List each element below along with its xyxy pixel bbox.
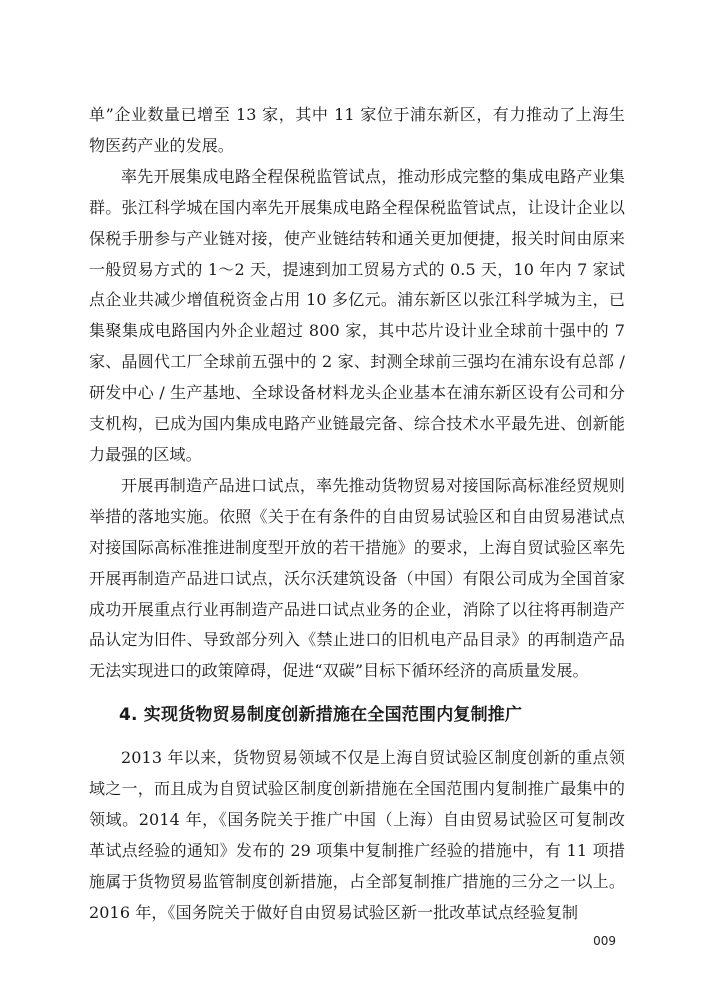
paragraph-continuation: 单”企业数量已增至 13 家，其中 11 家位于浦东新区，有力推动了上海生物医药产业的发展。	[89, 105, 625, 155]
page-number: 009	[593, 934, 616, 948]
document-page	[89, 100, 625, 929]
paragraph-integrated-circuit: 率先开展集成电路全程保税监管试点，推动形成完整的集成电路产业集群。张江科学城在国内率先开展集成电路全程保税监管试点，让设计企业以保税手册参与产业链对接，使产业链结转和通关更加便捷，报关时间由原来一般贸易方式的 1～2 天，提速到加工贸易方式的 0.5 天，10 年内 7 家试点企业共减少增值税资金占用 10 多亿元。浦东新区以张江科学城为主，已集聚集成电路国内外企业超过 800 家，其中芯片设计业全球前十强中的 7 家、晶圆代工厂全球前五强中的 2 家、封测全球前三强均在浦东设有总部 / 研发中心 / 生产基地、全球设备材料龙头企业基本在浦东新区设有公司和分支机构，已成为国内集成电路产业链最完备、综合技术水平最先进、创新能力最强的区域。	[89, 166, 625, 464]
section-heading: 4. 实现货物贸易制度创新措施在全国范围内复制推广	[119, 705, 523, 726]
paragraph-remanufacturing: 开展再制造产品进口试点，率先推动货物贸易对接国际高标准经贸规则举措的落地实施。依照《关于在有条件的自由贸易试验区和自由贸易港试点对接国际高标准推进制度型开放的若干措施》的要求，上海自贸试验区率先开展再制造产品进口试点，沃尔沃建筑设备（中国）有限公司成为全国首家成功开展重点行业再制造产品进口试点业务的企业，消除了以往将再制造产品认定为旧件、导致部分列入《禁止进口的旧机电产品目录》的再制造产品无法实现进口的政策障碍，促进“双碳”目标下循环经济的高质量发展。	[89, 475, 625, 681]
paragraph-replication: 2013 年以来，货物贸易领域不仅是上海自贸试验区制度创新的重点领域之一，而且成为自贸试验区制度创新措施在全国范围内复制推广最集中的领域。2014 年，《国务院关于推广中国（上海）自由贸易试验区可复制改革试点经验的通知》发布的 29 项集中复制推广经验的措施中，有 11 项措施属于货物贸易监管制度创新措施，占全部复制推广措施的三分之一以上。2016 年，《国务院关于做好自由贸易试验区新一批改革试点经验复制	[89, 748, 625, 922]
